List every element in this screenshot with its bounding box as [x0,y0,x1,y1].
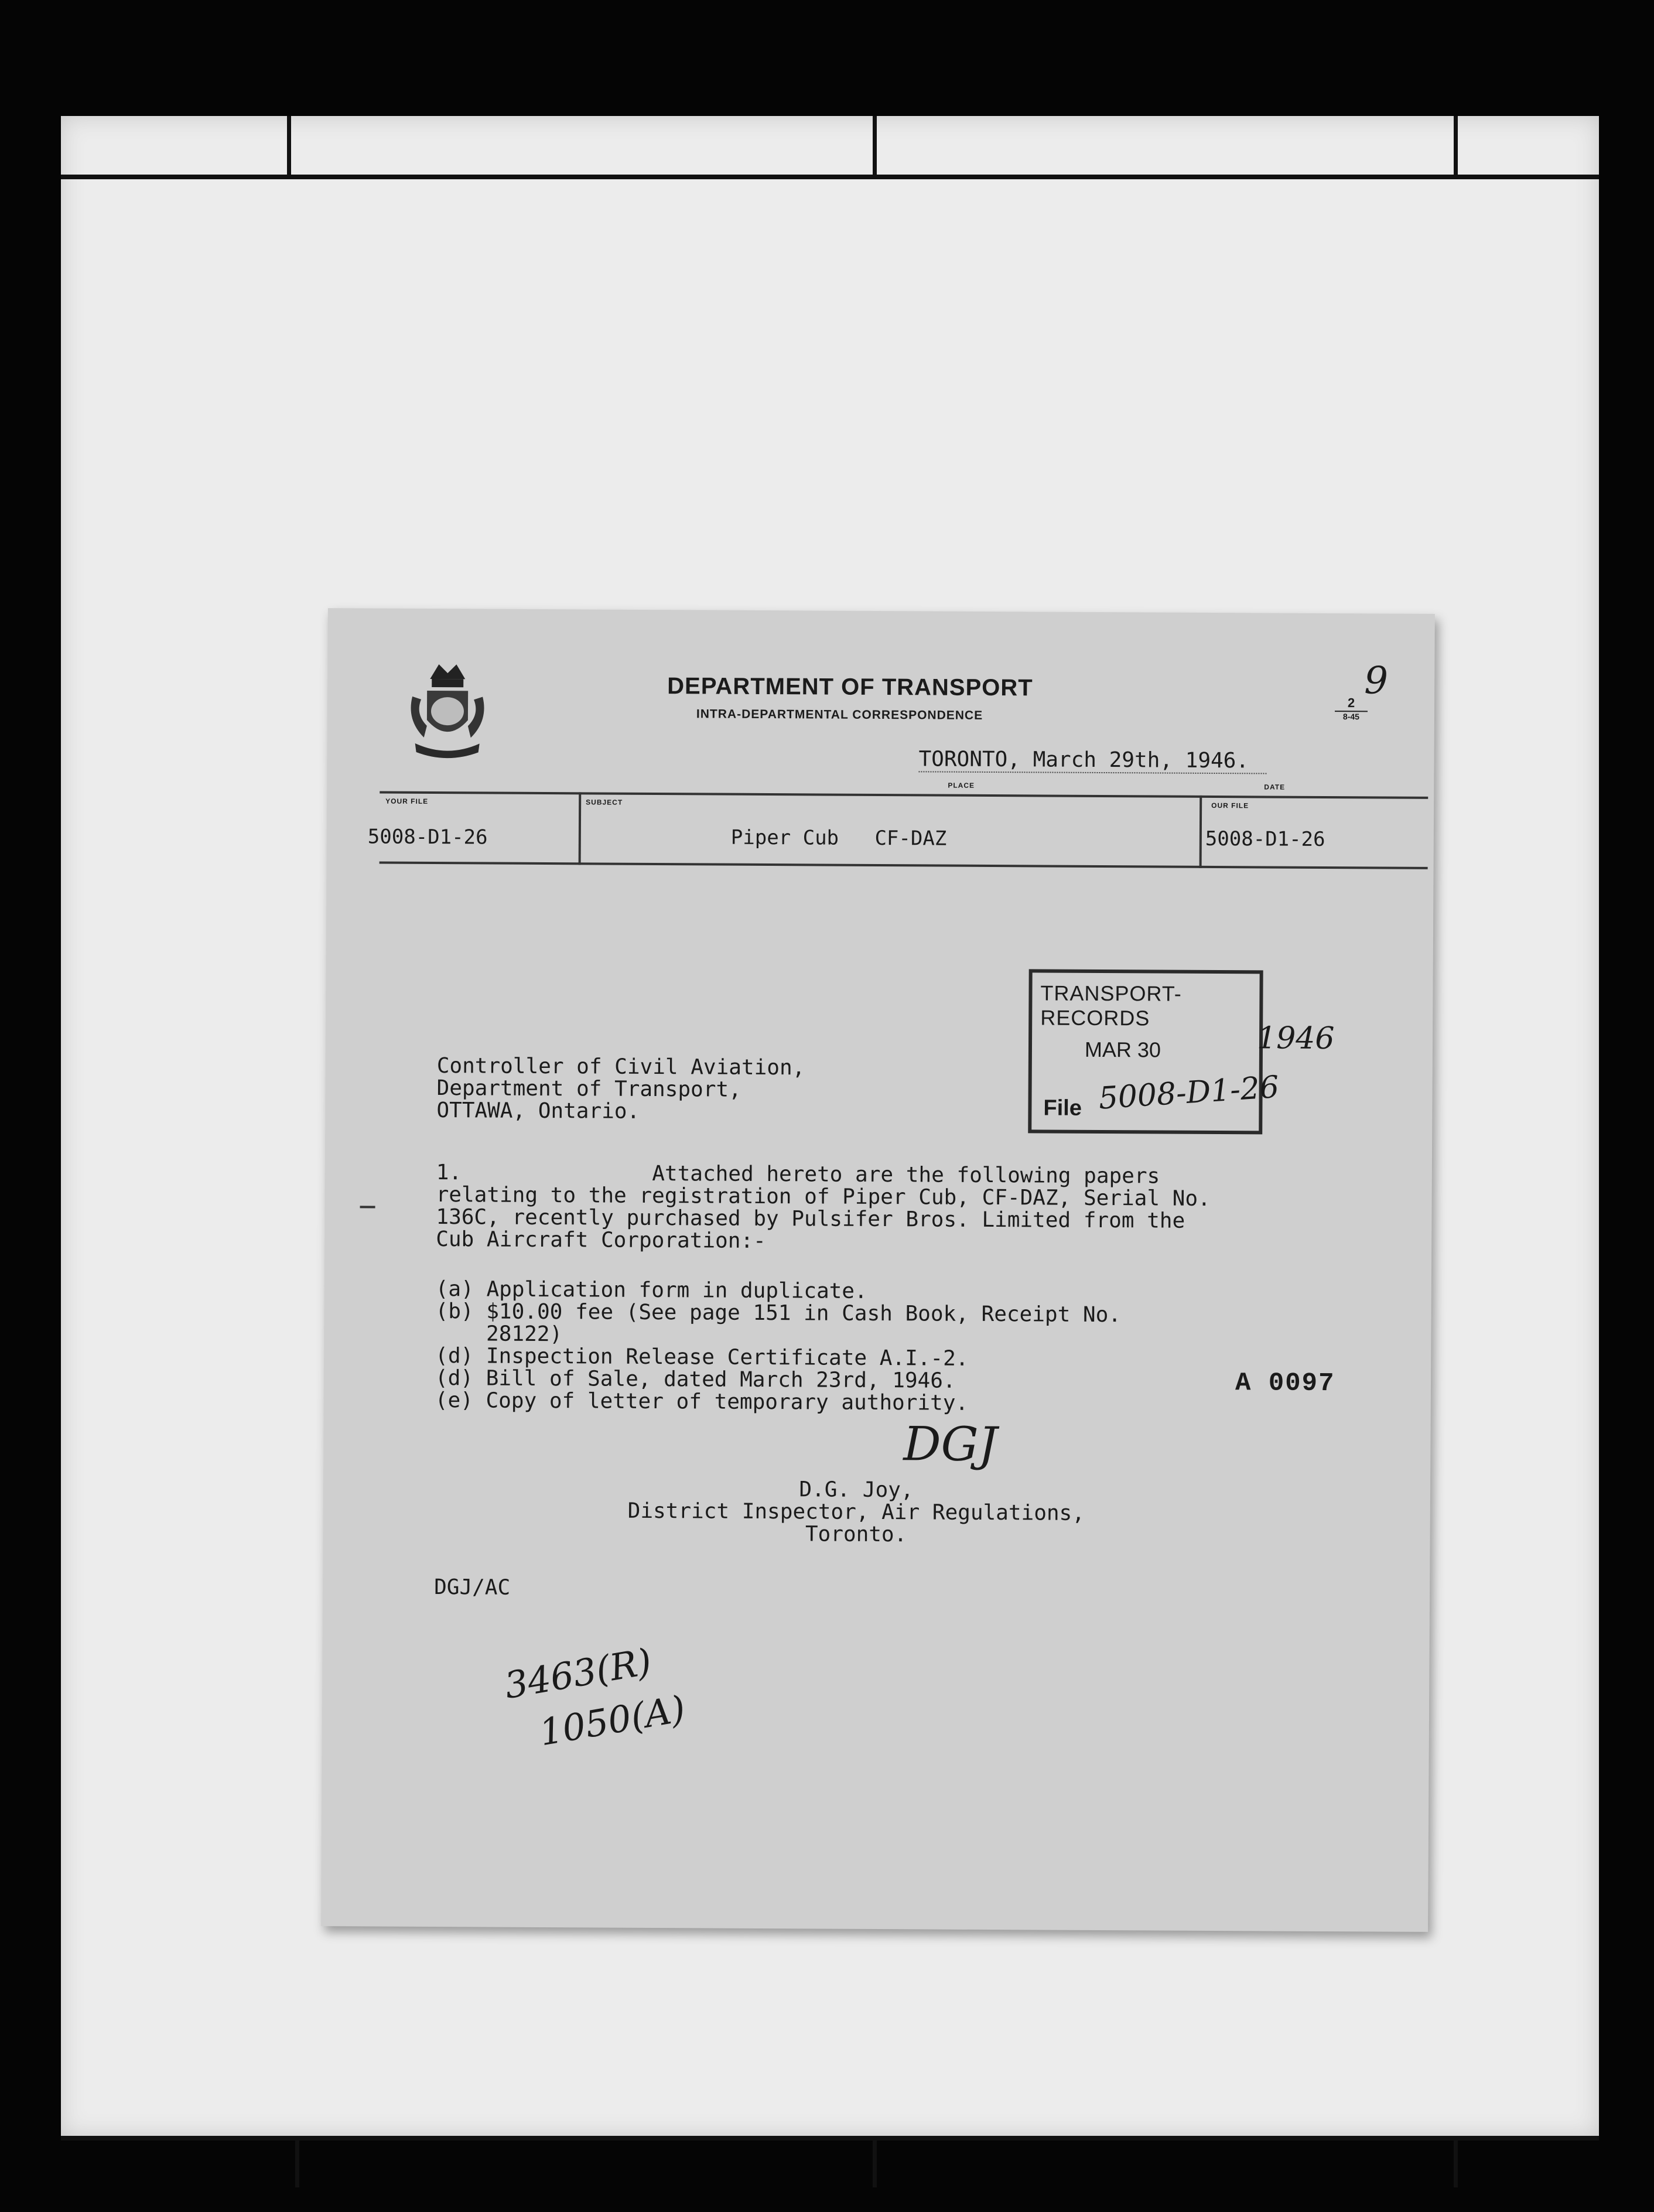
body-paragraph: 1. Attached hereto are the following papers relating to the registration of Piper Cub, CF-DAZ, Serial No. 136C, recently purchased by Pulsifer Bros. Limited from the Cub Aircraft Corporation:- [436,1160,1211,1253]
stamp-handwritten-year: 1946 [1256,1020,1335,1057]
dateline: TORONTO, March 29th, 1946. [918,747,1266,774]
frame-divider [1454,2141,1458,2187]
form-number-value: 2 [1335,695,1368,712]
header-divider [579,792,582,865]
stamp-file-label: File [1043,1095,1082,1121]
place-label: PLACE [948,781,975,790]
frame-divider [1454,116,1458,176]
signature-block: D.G. Joy, District Inspector, Air Regulations, Toronto. [627,1477,1085,1547]
stamp-date: MAR 30 [1084,1037,1161,1062]
department-subtitle: INTRA-DEPARTMENTAL CORRESPONDENCE [696,707,983,722]
header-bottom-line [380,862,1428,869]
subject-text: Piper Cub CF-DAZ [730,825,947,851]
our-file-label: OUR FILE [1211,801,1249,810]
form-revision-date: 8-45 [1342,712,1360,722]
our-file-number: 5008-D1-26 [1205,827,1325,851]
letter-page [321,608,1435,1932]
typist-initials: DGJ/AC [434,1575,511,1600]
frame-divider [873,116,877,176]
your-file-number: 5008-D1-26 [367,825,488,849]
handwritten-initials: DGJ [903,1416,997,1472]
header-divider [1200,796,1202,868]
form-number [1335,695,1368,721]
frame-divider [295,2141,299,2187]
frame-divider [873,2141,877,2187]
stamp-heading: TRANSPORT-RECORDS [1040,981,1182,1030]
enclosure-list: (a) Application form in duplicate. (b) $10.00 fee (See page 151 in Cash Book, Receipt No. 28122) (d) Inspection Release Certificate A.I.-2. (d) Bill of Sale, dated March 23rd, 1946. (e) Copy of letter of temporary authority. [435,1277,1122,1415]
department-title: DEPARTMENT OF TRANSPORT [667,673,1033,701]
handwritten-note-registration: 3463(R) [501,1640,655,1708]
stamp-handwritten-file: 5008-D1-26 [1097,1069,1280,1117]
coat-of-arms-icon [403,656,491,773]
margin-mark [360,1206,375,1208]
handwritten-page-number: 9 [1364,659,1389,703]
accession-code: A 0097 [1235,1368,1335,1399]
handwritten-note-airworthiness: 1050(A) [536,1687,689,1754]
your-file-label: YOUR FILE [385,797,429,805]
date-label: DATE [1264,783,1286,791]
frame-divider [287,116,291,176]
header-top-line [380,791,1428,799]
frame-top-rule [61,175,1599,179]
microfilm-frame [61,116,1599,2137]
addressee-block: Controller of Civil Aviation, Department of Transport, OTTAWA, Ontario. [436,1054,805,1124]
frame-bottom-rule [61,2136,1599,2141]
subject-label: SUBJECT [586,798,623,807]
